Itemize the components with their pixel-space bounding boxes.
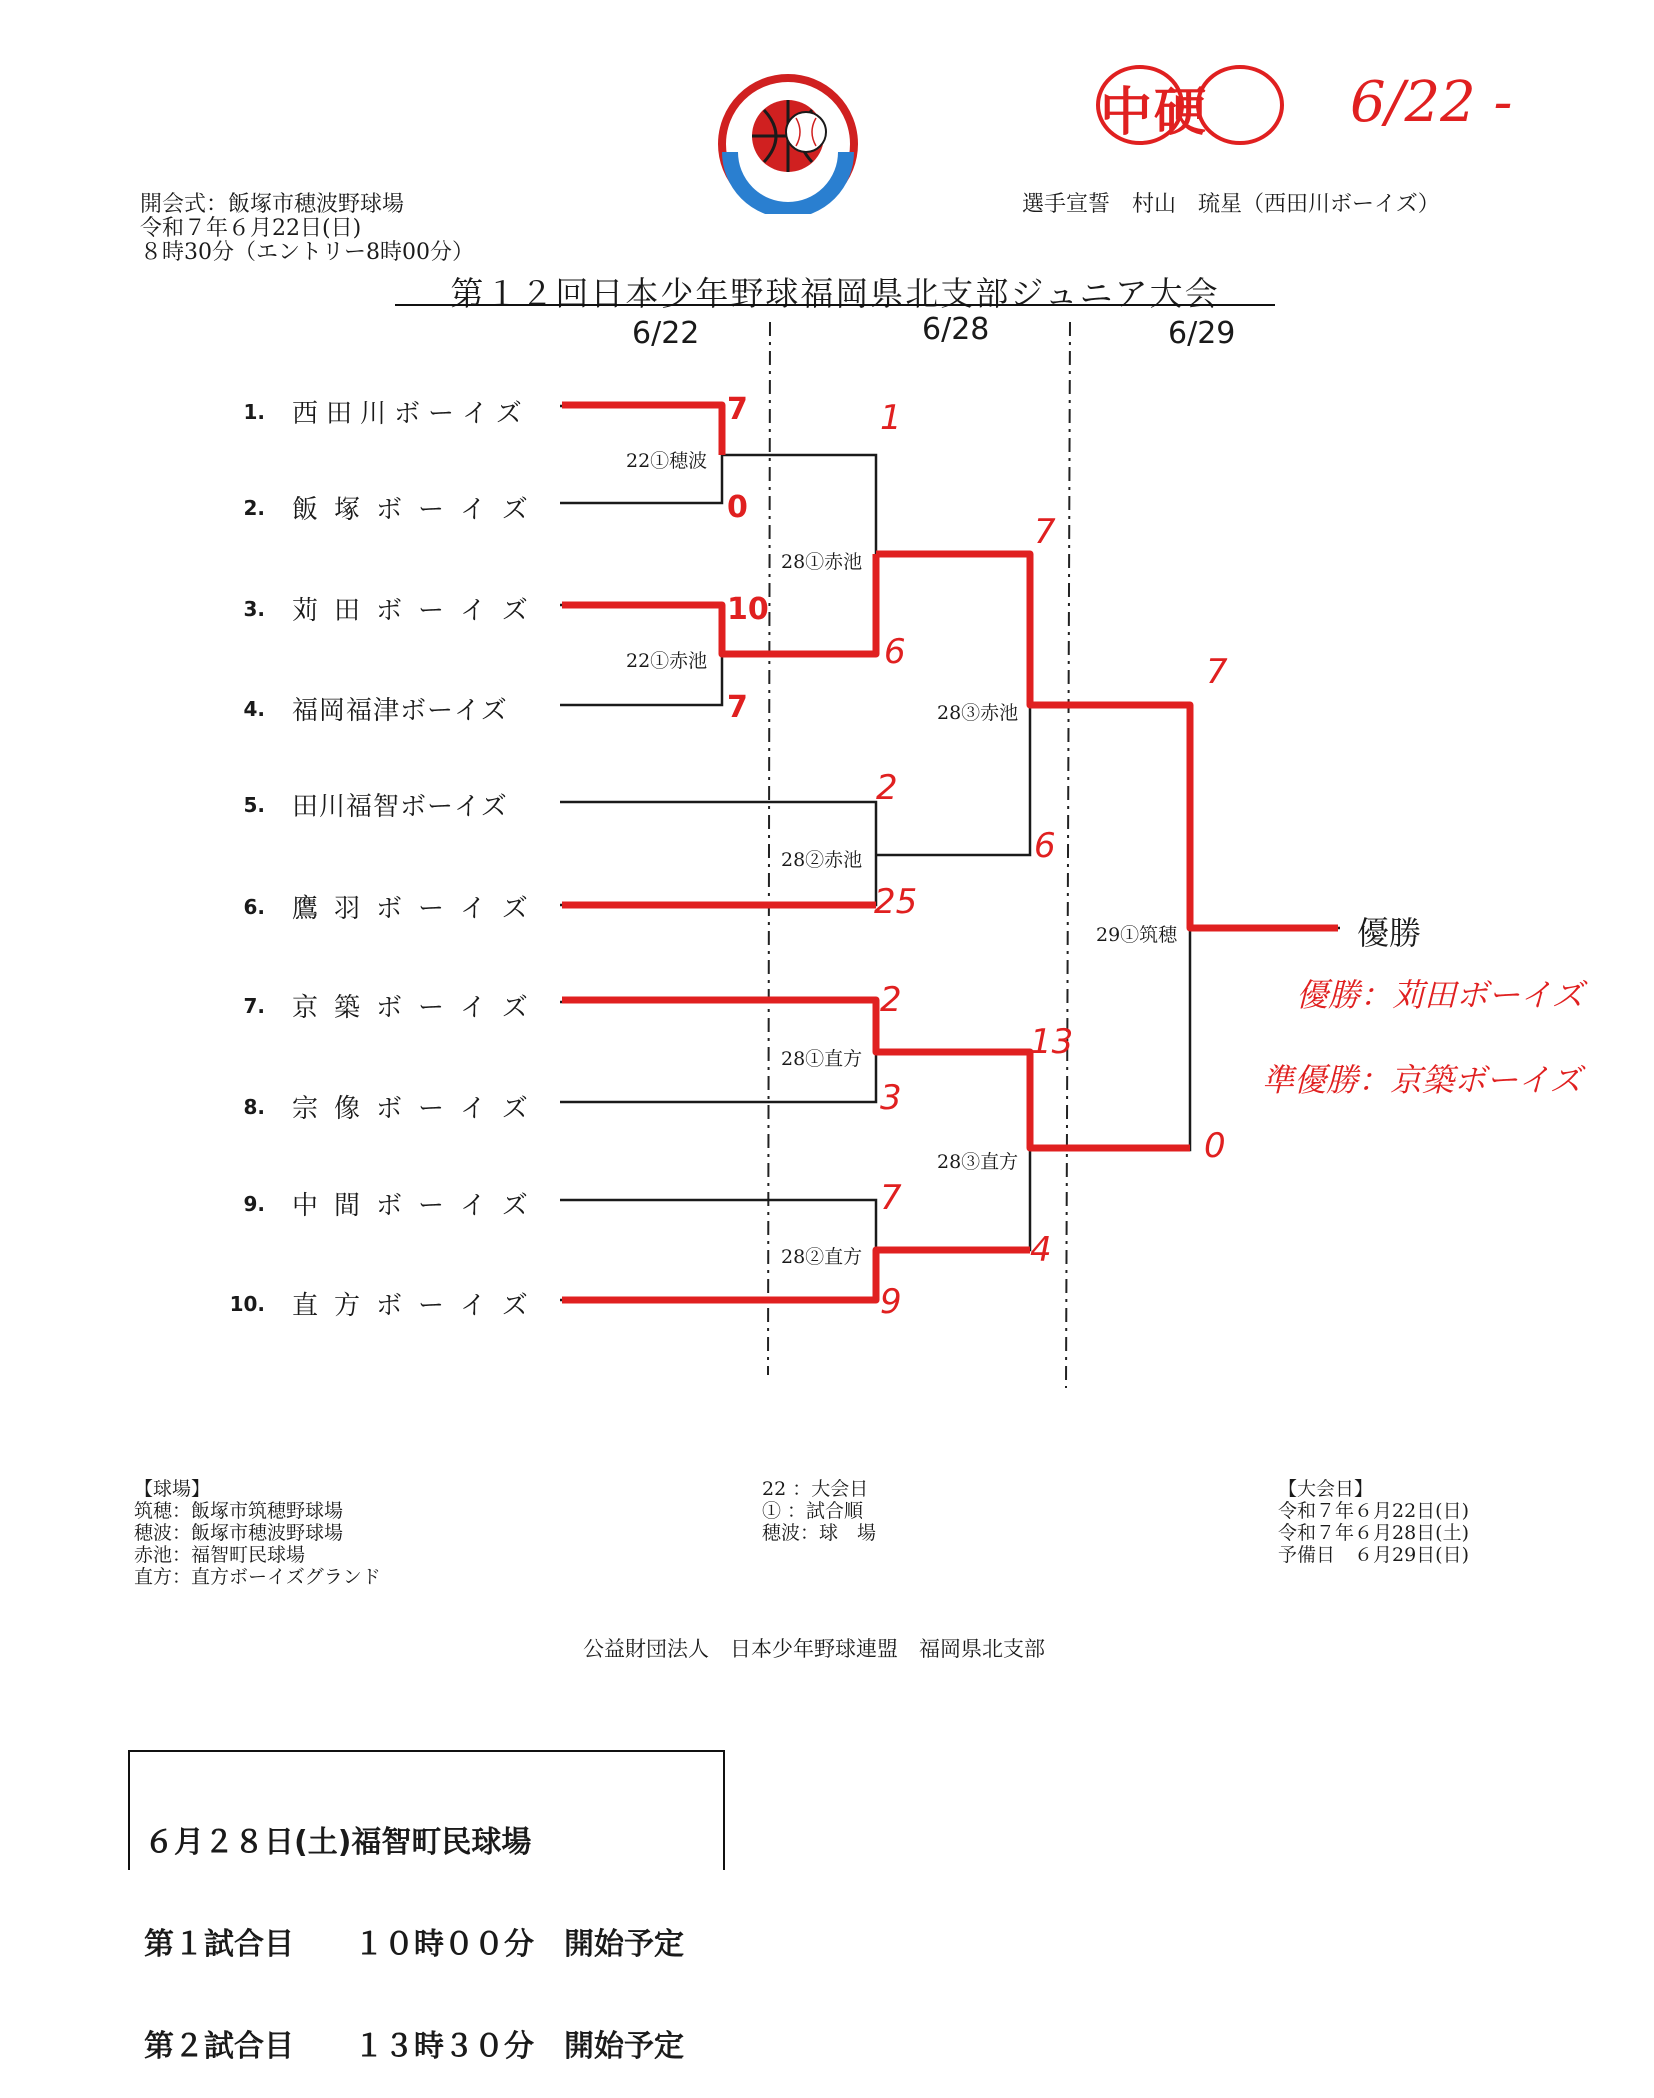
team-name: 飯塚ボーイズ [292, 495, 544, 525]
days-title: 【大会日】 [1278, 1478, 1374, 1500]
venue-item: 赤池：福智町民球場 [134, 1544, 306, 1566]
score: 1 [880, 398, 902, 438]
venue-item: 穂波：飯塚市穂波野球場 [134, 1522, 344, 1544]
game-label: 28①直方 [780, 1044, 863, 1071]
score: 7 [1206, 652, 1228, 692]
champion-label: 優勝 [1357, 914, 1422, 952]
team-name: 京築ボーイズ [292, 993, 544, 1023]
team-name: 田川福智ボーイズ [292, 792, 508, 822]
score: 6 [884, 632, 906, 672]
score: 13 [1030, 1022, 1074, 1062]
score: 6 [1034, 826, 1056, 866]
day-item: 予備日 ６月29日(日) [1278, 1544, 1470, 1566]
team-number: 5. [243, 793, 265, 817]
schedule-row: 第２試合目 １３時３０分 開始予定 [144, 2029, 684, 2064]
score: 7 [727, 392, 748, 427]
team-name: 福岡福津ボーイズ [292, 696, 508, 726]
venue-item: 直方：直方ボーイズグランド [134, 1566, 381, 1588]
team-number: 2. [243, 496, 265, 520]
runnerup-note: 準優勝：京築ボーイズ [1262, 1061, 1582, 1099]
schedule-box [128, 1750, 725, 2064]
legend-key: 穂波：球 場 [762, 1522, 877, 1544]
game-label: 29①筑穂 [1095, 920, 1178, 947]
score: 25 [874, 882, 918, 922]
score: 9 [880, 1282, 902, 1322]
athlete-oath: 選手宣誓 村山 琉星（西田川ボーイズ） [1022, 192, 1440, 217]
opening-time: ８時30分（エントリー8時00分） [140, 240, 474, 265]
handwritten-date: 6/22 - [1350, 70, 1513, 135]
opening-ceremony: 開会式：飯塚市穂波野球場 [140, 192, 405, 217]
schedule-row: 第１試合目 １０時００分 開始予定 [144, 1927, 684, 1962]
round-date-2: 6/28 [922, 312, 990, 347]
handwritten-stamp: 中硬 [1100, 82, 1209, 143]
game-label: 28③赤池 [936, 698, 1019, 725]
score: 2 [876, 768, 898, 808]
venue-item: 筑穂：飯塚市筑穂野球場 [134, 1500, 344, 1522]
team-number: 8. [243, 1095, 265, 1119]
score: 10 [727, 592, 769, 627]
score: 7 [727, 690, 748, 725]
team-name: 鷹羽ボーイズ [292, 894, 544, 924]
team-number: 6. [243, 895, 265, 919]
winner-note: 優勝：苅田ボーイズ [1296, 976, 1584, 1014]
game-label: 22①赤池 [625, 646, 708, 673]
score: 3 [880, 1078, 902, 1118]
opening-date: 令和７年６月22日(日) [140, 216, 362, 241]
legend-key: 22 ：大会日 [762, 1478, 869, 1500]
team-number: 9. [243, 1192, 265, 1216]
score: 0 [727, 490, 748, 525]
team-number: 7. [243, 994, 265, 1018]
game-label: 28③直方 [936, 1147, 1019, 1174]
round-date-3: 6/29 [1168, 316, 1236, 351]
tournament-title: 第１２回日本少年野球福岡県北支部ジュニア大会 [450, 274, 1220, 313]
venues-title: 【球場】 [134, 1478, 211, 1500]
team-name: 西田川ボーイズ [292, 399, 530, 429]
team-number: 1. [243, 400, 265, 424]
team-name: 宗像ボーイズ [292, 1094, 544, 1124]
score: 0 [1204, 1126, 1226, 1166]
score: 4 [1030, 1230, 1052, 1270]
game-label: 28①赤池 [780, 547, 863, 574]
game-label: 28②赤池 [780, 845, 863, 872]
team-name: 直方ボーイズ [292, 1291, 544, 1321]
game-label: 22①穂波 [625, 446, 708, 473]
team-number: 10. [229, 1292, 265, 1316]
score: 2 [880, 980, 902, 1020]
legend-key: ① ：試合順 [762, 1500, 864, 1522]
team-name: 苅田ボーイズ [292, 596, 544, 626]
team-name: 中間ボーイズ [292, 1191, 544, 1221]
organization: 公益財団法人 日本少年野球連盟 福岡県北支部 [583, 1637, 1045, 1661]
day-item: 令和７年６月22日(日) [1278, 1500, 1470, 1522]
team-number: 4. [243, 697, 265, 721]
score: 7 [1034, 512, 1056, 552]
score: 7 [880, 1178, 902, 1218]
day-item: 令和７年６月28日(土) [1278, 1522, 1470, 1544]
round-date-1: 6/22 [632, 316, 700, 351]
game-label: 28②直方 [780, 1242, 863, 1269]
team-number: 3. [243, 597, 265, 621]
schedule-title: ６月２８日(土)福智町民球場 [144, 1825, 532, 1860]
